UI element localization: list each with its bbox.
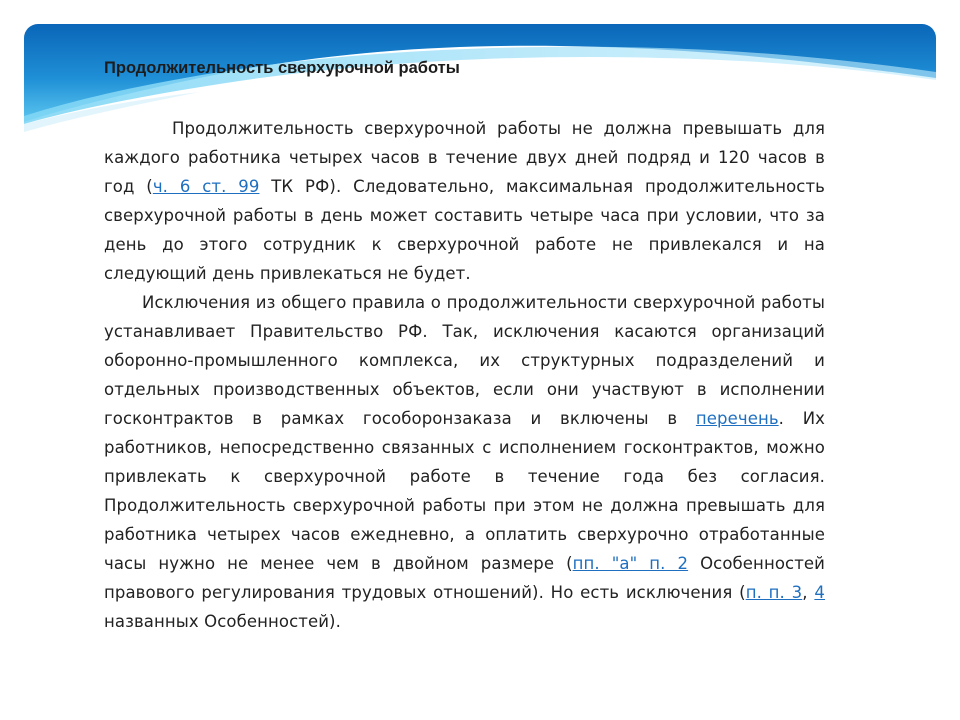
paragraph-2-text-a: Исключения из общего правила о продолжительности сверхурочной работы устанавливает Правительство РФ. Так, исключения касаются организаций оборонно-промышленного комплекса, их структурных подразделений и отдельных производственных объектов, если они участвуют в исполнении госконтрактов в рамках гособоронзаказа и включены в [104,293,825,428]
paragraph-1 [104,114,825,288]
paragraph-2-text-d: , [802,583,815,602]
slide-body [104,114,825,636]
link-pp-a-p2[interactable]: пп. "а" п. 2 [572,554,689,573]
paragraph-2-text-c: Особенностей правового регулирования трудовых отношений). Но есть исключения ( [104,554,825,602]
paragraph-2-text-e: названных Особенностей). [104,612,341,631]
link-perechen[interactable]: перечень [695,409,779,428]
link-article-99[interactable]: ч. 6 ст. 99 [152,177,260,196]
paragraph-1-text-a: Продолжительность сверхурочной работы не должна превышать для каждого работника четырех часов в течение двух дней подряд и 120 часов в год ( [104,119,825,196]
paragraph-2-text-b: . Их работников, непосредственно связанных с исполнением госконтрактов, можно привлекать к сверхурочной работе в течение года без согласия. Продолжительность сверхурочной работы при этом не должна превышать для работника четырех часов ежедневно, а оплатить сверхурочно отработанные часы нужно не менее чем в двойном размере ( [104,409,826,573]
slide-title: Продолжительность сверхурочной работы [104,59,460,77]
paragraph-1-text-b: ТК РФ). Следовательно, максимальная продолжительность сверхурочной работы в день может составить четыре часа при условии, что за день до этого сотрудник к сверхурочной работе не привлекался и на следующий день привлекаться не будет. [104,177,826,283]
link-pp-3[interactable]: п. п. 3 [745,583,803,602]
link-p-4[interactable]: 4 [814,583,825,602]
paragraph-2 [104,288,825,636]
